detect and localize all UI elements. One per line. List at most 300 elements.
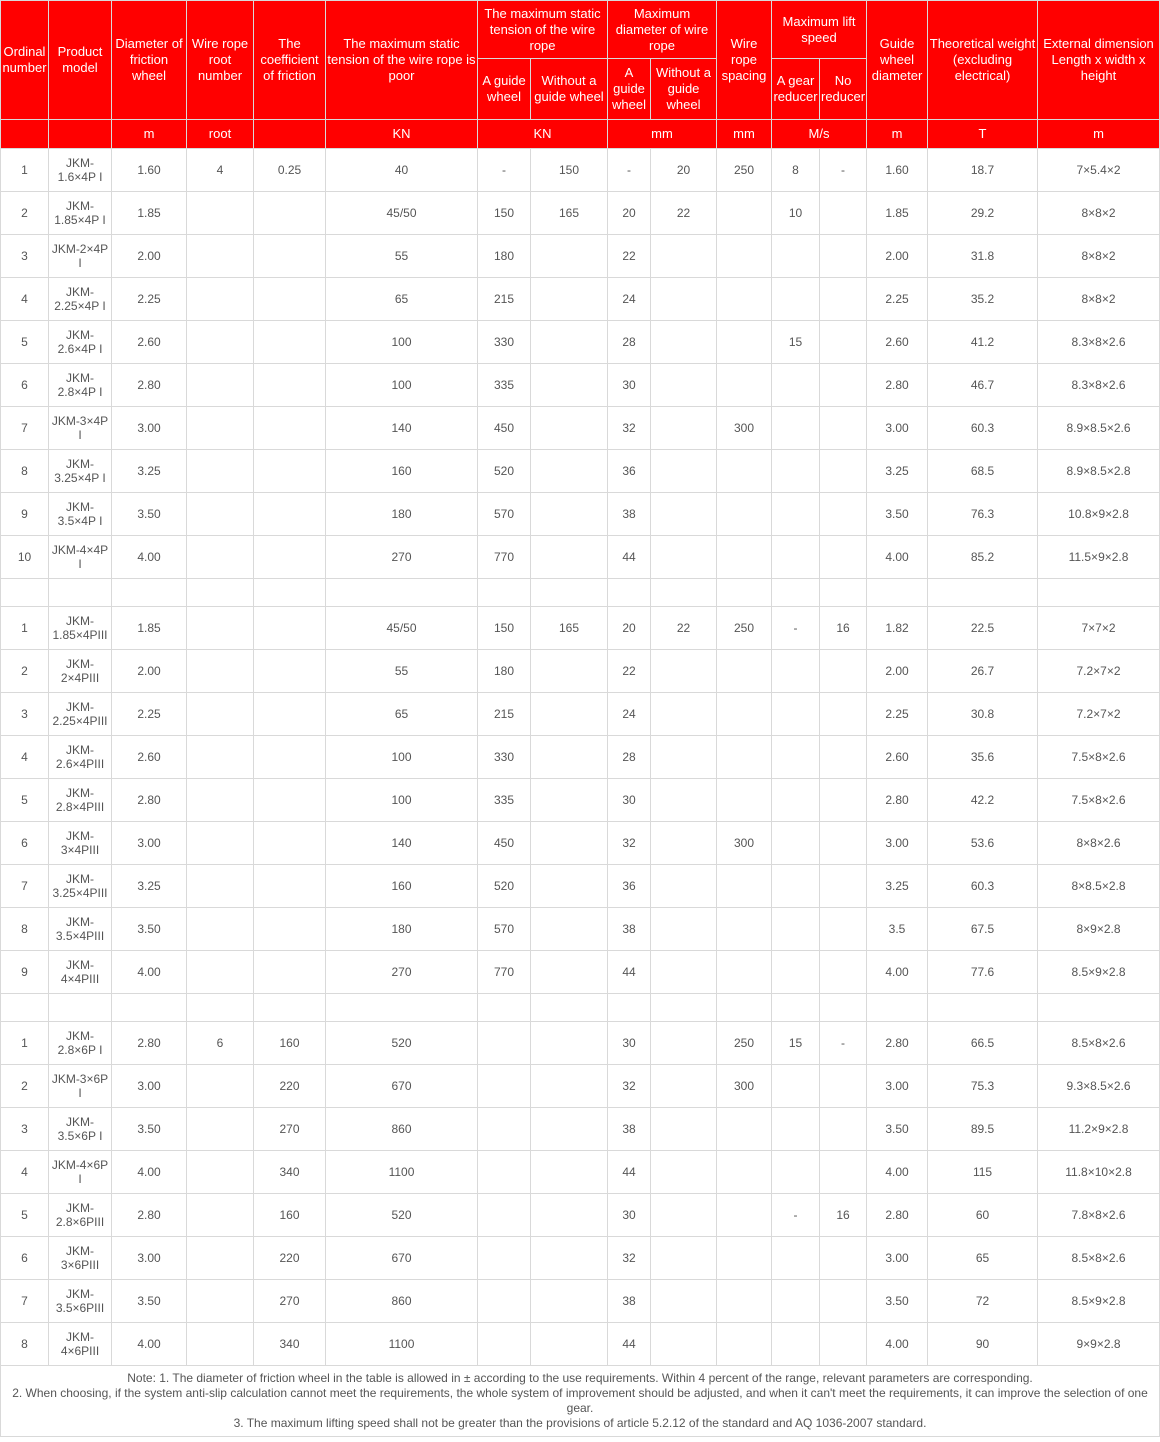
table-cell: 32 — [608, 1065, 651, 1108]
table-cell — [254, 192, 326, 235]
table-cell — [717, 693, 772, 736]
table-cell — [531, 650, 608, 693]
table-cell: 2.80 — [867, 779, 928, 822]
table-row — [1, 149, 1160, 192]
table-cell: 11.5×9×2.8 — [1038, 536, 1160, 579]
table-cell — [254, 536, 326, 579]
table-cell: 9.3×8.5×2.6 — [1038, 1065, 1160, 1108]
table-cell — [254, 951, 326, 994]
table-cell — [651, 1022, 717, 1065]
table-row — [1, 364, 1160, 407]
table-cell: 2.60 — [112, 321, 187, 364]
table-cell — [531, 693, 608, 736]
table-cell: 1.85 — [112, 607, 187, 650]
table-cell: 77.6 — [928, 951, 1038, 994]
table-cell — [772, 1065, 820, 1108]
table-cell: 8.9×8.5×2.8 — [1038, 450, 1160, 493]
table-cell: 115 — [928, 1151, 1038, 1194]
table-cell: 770 — [478, 951, 531, 994]
table-cell — [772, 1108, 820, 1151]
table-cell: 8.5×8×2.6 — [1038, 1022, 1160, 1065]
table-cell: 2.80 — [112, 364, 187, 407]
table-cell — [772, 536, 820, 579]
table-cell — [772, 908, 820, 951]
table-cell: 8×8×2 — [1038, 192, 1160, 235]
table-cell: 100 — [326, 736, 478, 779]
table-cell — [187, 779, 254, 822]
table-cell — [651, 1065, 717, 1108]
table-cell — [772, 407, 820, 450]
table-cell — [820, 536, 867, 579]
table-cell: 180 — [326, 493, 478, 536]
note-line-1: Note: 1. The diameter of friction wheel in the table is allowed in ± according to the use requirements. Within 4 percent of the range, relevant parameters are corresponding. — [127, 1371, 1033, 1385]
table-cell: JKM-3×6P I — [49, 1065, 112, 1108]
unit-cell: m — [1038, 120, 1160, 149]
table-cell — [187, 235, 254, 278]
table-row — [1, 536, 1160, 579]
unit-cell: root — [187, 120, 254, 149]
table-cell: JKM-2.8×4P I — [49, 364, 112, 407]
table-cell: 2.25 — [867, 693, 928, 736]
table-cell — [772, 951, 820, 994]
table-cell — [772, 493, 820, 536]
table-cell: 140 — [326, 822, 478, 865]
table-cell — [254, 736, 326, 779]
table-cell — [717, 1194, 772, 1237]
table-cell: 770 — [478, 536, 531, 579]
table-cell — [254, 693, 326, 736]
table-row — [1, 994, 1160, 1022]
table-cell: 16 — [820, 607, 867, 650]
table-cell — [651, 779, 717, 822]
table-cell: 8.9×8.5×2.6 — [1038, 407, 1160, 450]
table-cell — [254, 607, 326, 650]
table-cell: 1 — [1, 1022, 49, 1065]
table-cell: 30 — [608, 779, 651, 822]
table-cell — [772, 450, 820, 493]
header-diameter-guide: A guide wheel — [608, 59, 651, 120]
table-cell: 75.3 — [928, 1065, 1038, 1108]
table-cell — [651, 1108, 717, 1151]
table-cell: 89.5 — [928, 1108, 1038, 1151]
header-tension: The maximum static tension of the wire rope — [478, 1, 608, 59]
note-line-3: 3. The maximum lifting speed shall not be greater than the provisions of article 5.2.12 of the standard and AQ 1036-2007 standard. — [233, 1416, 927, 1430]
table-cell: 3 — [1, 693, 49, 736]
table-cell — [651, 407, 717, 450]
table-cell: JKM-2.8×6PIII — [49, 1194, 112, 1237]
table-cell: 0.25 — [254, 149, 326, 192]
table-cell — [187, 1151, 254, 1194]
table-cell — [772, 650, 820, 693]
table-cell — [531, 1108, 608, 1151]
table-row — [1, 693, 1160, 736]
table-cell — [651, 1151, 717, 1194]
table-cell: 30 — [608, 1194, 651, 1237]
table-cell: 10.8×9×2.8 — [1038, 493, 1160, 536]
table-cell: 2.60 — [112, 736, 187, 779]
table-cell: 3.00 — [112, 407, 187, 450]
table-cell: 1100 — [326, 1323, 478, 1366]
table-cell: 2.60 — [867, 736, 928, 779]
table-cell: 7 — [1, 1280, 49, 1323]
table-cell: 1.60 — [867, 149, 928, 192]
header-lift-speed: Maximum lift speed — [772, 1, 867, 59]
table-cell — [772, 1237, 820, 1280]
table-cell: 220 — [254, 1065, 326, 1108]
table-cell — [187, 278, 254, 321]
table-cell — [820, 650, 867, 693]
table-cell: 53.6 — [928, 822, 1038, 865]
header-max-diameter: Maximum diameter of wire rope — [608, 1, 717, 59]
table-cell: 7 — [1, 407, 49, 450]
table-cell — [187, 736, 254, 779]
table-cell — [717, 536, 772, 579]
table-cell: 520 — [326, 1194, 478, 1237]
table-cell: JKM-3×6PIII — [49, 1237, 112, 1280]
note-cell — [1, 1366, 1160, 1437]
table-cell: - — [478, 149, 531, 192]
table-cell: 7.2×7×2 — [1038, 650, 1160, 693]
table-cell — [820, 693, 867, 736]
table-cell: 38 — [608, 493, 651, 536]
table-cell — [820, 579, 867, 607]
table-cell: 3 — [1, 235, 49, 278]
table-cell: 300 — [717, 822, 772, 865]
table-cell — [187, 951, 254, 994]
unit-cell: KN — [478, 120, 608, 149]
table-cell: 160 — [254, 1194, 326, 1237]
table-cell: 7.5×8×2.6 — [1038, 736, 1160, 779]
table-cell — [254, 994, 326, 1022]
table-cell: 3.25 — [112, 450, 187, 493]
table-cell — [651, 951, 717, 994]
table-cell: 150 — [531, 149, 608, 192]
table-cell: 670 — [326, 1065, 478, 1108]
table-cell: 55 — [326, 650, 478, 693]
table-cell: JKM-2×4PIII — [49, 650, 112, 693]
table-cell: 3.00 — [867, 1237, 928, 1280]
table-cell — [187, 192, 254, 235]
table-cell: 1 — [1, 149, 49, 192]
table-cell — [772, 1280, 820, 1323]
table-cell — [820, 450, 867, 493]
table-cell — [187, 579, 254, 607]
table-cell — [717, 736, 772, 779]
table-row — [1, 1194, 1160, 1237]
table-cell: 66.5 — [928, 1022, 1038, 1065]
table-cell: 9 — [1, 493, 49, 536]
table-cell — [478, 1022, 531, 1065]
table-cell: 24 — [608, 278, 651, 321]
table-cell: 100 — [326, 779, 478, 822]
table-cell: JKM-4×6PIII — [49, 1323, 112, 1366]
unit-cell: KN — [326, 120, 478, 149]
table-cell: 65 — [326, 693, 478, 736]
table-cell — [531, 1323, 608, 1366]
table-cell: 18.7 — [928, 149, 1038, 192]
table-cell: 3.25 — [112, 865, 187, 908]
table-cell — [531, 994, 608, 1022]
table-cell: 270 — [326, 536, 478, 579]
table-cell: 41.2 — [928, 321, 1038, 364]
table-cell — [717, 908, 772, 951]
table-cell: 215 — [478, 278, 531, 321]
table-cell — [531, 951, 608, 994]
table-cell: 44 — [608, 1151, 651, 1194]
table-cell: 4.00 — [112, 1323, 187, 1366]
table-cell: 55 — [326, 235, 478, 278]
table-cell — [717, 192, 772, 235]
table-cell: 1.85 — [112, 192, 187, 235]
table-cell: 165 — [531, 607, 608, 650]
unit-cell: m — [867, 120, 928, 149]
table-cell: 42.2 — [928, 779, 1038, 822]
table-cell — [254, 650, 326, 693]
table-cell — [254, 364, 326, 407]
table-cell — [254, 579, 326, 607]
table-cell: 26.7 — [928, 650, 1038, 693]
table-cell — [717, 1323, 772, 1366]
table-cell — [478, 1280, 531, 1323]
table-cell: 270 — [326, 951, 478, 994]
header-guide-diameter: Guide wheel diameter — [867, 1, 928, 120]
table-cell — [531, 1237, 608, 1280]
table-cell: 4 — [187, 149, 254, 192]
table-cell — [531, 493, 608, 536]
table-cell: 160 — [326, 450, 478, 493]
table-cell — [651, 736, 717, 779]
table-cell: 31.8 — [928, 235, 1038, 278]
table-cell: 520 — [478, 865, 531, 908]
table-cell — [531, 579, 608, 607]
table-cell: 215 — [478, 693, 531, 736]
table-cell: 35.2 — [928, 278, 1038, 321]
table-cell: 1.85 — [867, 192, 928, 235]
table-cell — [254, 493, 326, 536]
table-cell: 60.3 — [928, 407, 1038, 450]
table-cell — [326, 994, 478, 1022]
table-cell: 335 — [478, 364, 531, 407]
table-cell: 6 — [1, 1237, 49, 1280]
table-cell — [608, 579, 651, 607]
table-cell: 8.3×8×2.6 — [1038, 321, 1160, 364]
table-cell: - — [820, 1022, 867, 1065]
table-cell — [772, 736, 820, 779]
table-cell: 1.82 — [867, 607, 928, 650]
table-cell — [478, 1151, 531, 1194]
table-cell — [820, 736, 867, 779]
table-cell: 2.60 — [867, 321, 928, 364]
table-cell: 22 — [608, 235, 651, 278]
table-cell: 3.50 — [112, 1280, 187, 1323]
table-cell: 250 — [717, 149, 772, 192]
table-cell — [187, 994, 254, 1022]
table-cell: 6 — [1, 364, 49, 407]
table-cell — [651, 1194, 717, 1237]
table-cell — [651, 450, 717, 493]
header-gear-reducer: A gear reducer — [772, 59, 820, 120]
table-cell — [651, 364, 717, 407]
table-cell: 340 — [254, 1323, 326, 1366]
table-cell: 3.50 — [112, 908, 187, 951]
table-cell — [187, 536, 254, 579]
table-cell — [717, 1237, 772, 1280]
table-cell: 65 — [928, 1237, 1038, 1280]
table-cell: 8 — [1, 908, 49, 951]
table-cell: 8×8×2 — [1038, 278, 1160, 321]
table-cell — [254, 865, 326, 908]
table-cell — [187, 1280, 254, 1323]
table-row — [1, 736, 1160, 779]
table-cell: JKM-2.8×4PIII — [49, 779, 112, 822]
table-cell — [820, 235, 867, 278]
table-cell: 3.00 — [112, 822, 187, 865]
header-root-number: Wire rope root number — [187, 1, 254, 120]
table-cell — [717, 235, 772, 278]
table-cell: 300 — [717, 1065, 772, 1108]
table-cell: 450 — [478, 407, 531, 450]
table-cell — [1038, 994, 1160, 1022]
table-cell: 2.25 — [112, 693, 187, 736]
table-cell — [820, 1151, 867, 1194]
table-cell: 29.2 — [928, 192, 1038, 235]
table-cell: 20 — [608, 192, 651, 235]
table-cell — [187, 1065, 254, 1108]
table-cell — [820, 1280, 867, 1323]
header-weight: Theoretical weight (excluding electrical) — [928, 1, 1038, 120]
table-cell: 3.00 — [112, 1065, 187, 1108]
table-cell — [254, 278, 326, 321]
table-cell — [531, 779, 608, 822]
table-cell — [187, 650, 254, 693]
table-cell: 8 — [772, 149, 820, 192]
table-cell: 4.00 — [867, 1151, 928, 1194]
table-cell — [772, 1151, 820, 1194]
table-cell: 4 — [1, 278, 49, 321]
table-cell: 38 — [608, 908, 651, 951]
table-cell: 2.00 — [867, 235, 928, 278]
table-cell: - — [820, 149, 867, 192]
table-cell: 4 — [1, 736, 49, 779]
table-cell — [531, 822, 608, 865]
table-cell: 5 — [1, 779, 49, 822]
table-cell: 100 — [326, 364, 478, 407]
table-cell: 3.00 — [867, 822, 928, 865]
table-cell: 5 — [1, 321, 49, 364]
table-cell — [820, 865, 867, 908]
table-cell — [820, 908, 867, 951]
table-cell: 85.2 — [928, 536, 1038, 579]
table-cell — [478, 1237, 531, 1280]
table-cell — [772, 364, 820, 407]
header-tension-no-guide: Without a guide wheel — [531, 59, 608, 120]
table-cell — [772, 278, 820, 321]
table-cell: 250 — [717, 1022, 772, 1065]
table-cell — [820, 493, 867, 536]
unit-cell: mm — [717, 120, 772, 149]
table-cell: 10 — [1, 536, 49, 579]
table-cell — [717, 951, 772, 994]
table-cell: 2.80 — [867, 1194, 928, 1237]
table-cell: 8×8×2.6 — [1038, 822, 1160, 865]
table-cell: 9×9×2.8 — [1038, 1323, 1160, 1366]
table-row — [1, 1065, 1160, 1108]
table-cell — [49, 579, 112, 607]
table-cell — [187, 364, 254, 407]
unit-cell — [49, 120, 112, 149]
table-cell: JKM-3.5×6P I — [49, 1108, 112, 1151]
table-cell — [820, 1323, 867, 1366]
table-cell: 1100 — [326, 1151, 478, 1194]
table-cell: 3.50 — [867, 1280, 928, 1323]
table-cell: 4.00 — [867, 1323, 928, 1366]
table-cell — [717, 278, 772, 321]
header-diameter-no-guide: Without a guide wheel — [651, 59, 717, 120]
table-cell: 4.00 — [112, 1151, 187, 1194]
table-cell: 3.00 — [867, 407, 928, 450]
table-cell — [651, 865, 717, 908]
table-cell: 6 — [1, 822, 49, 865]
table-cell: 6 — [187, 1022, 254, 1065]
table-cell — [254, 822, 326, 865]
table-cell: 180 — [326, 908, 478, 951]
table-row — [1, 579, 1160, 607]
table-cell — [651, 693, 717, 736]
unit-cell — [254, 120, 326, 149]
table-row — [1, 278, 1160, 321]
table-cell — [254, 779, 326, 822]
table-cell — [608, 994, 651, 1022]
table-cell: JKM-2.25×4PIII — [49, 693, 112, 736]
unit-cell: mm — [608, 120, 717, 149]
table-cell: JKM-4×4PIII — [49, 951, 112, 994]
table-cell: 32 — [608, 822, 651, 865]
table-footer — [1, 1366, 1160, 1437]
table-cell — [928, 579, 1038, 607]
table-cell: JKM-1.85×4P I — [49, 192, 112, 235]
table-cell: JKM-3×4P I — [49, 407, 112, 450]
table-cell: 160 — [326, 865, 478, 908]
table-cell: 2.80 — [112, 1022, 187, 1065]
table-cell — [478, 1323, 531, 1366]
table-cell — [717, 865, 772, 908]
table-cell — [1038, 579, 1160, 607]
table-cell — [651, 994, 717, 1022]
table-cell: 8 — [1, 450, 49, 493]
table-cell — [651, 822, 717, 865]
table-cell — [187, 822, 254, 865]
table-cell: 9 — [1, 951, 49, 994]
header-tension-guide: A guide wheel — [478, 59, 531, 120]
table-row — [1, 1151, 1160, 1194]
table-cell — [531, 321, 608, 364]
table-cell: - — [608, 149, 651, 192]
table-cell: 2.25 — [112, 278, 187, 321]
table-cell: 20 — [608, 607, 651, 650]
table-cell: 22.5 — [928, 607, 1038, 650]
table-cell: 45/50 — [326, 607, 478, 650]
table-cell — [820, 407, 867, 450]
table-cell: 32 — [608, 407, 651, 450]
table-cell: 340 — [254, 1151, 326, 1194]
unit-cell: m — [112, 120, 187, 149]
table-cell: 860 — [326, 1280, 478, 1323]
table-cell — [820, 278, 867, 321]
table-cell — [478, 1108, 531, 1151]
table-cell: 2.80 — [867, 364, 928, 407]
table-cell: 2.80 — [112, 1194, 187, 1237]
table-cell: 46.7 — [928, 364, 1038, 407]
